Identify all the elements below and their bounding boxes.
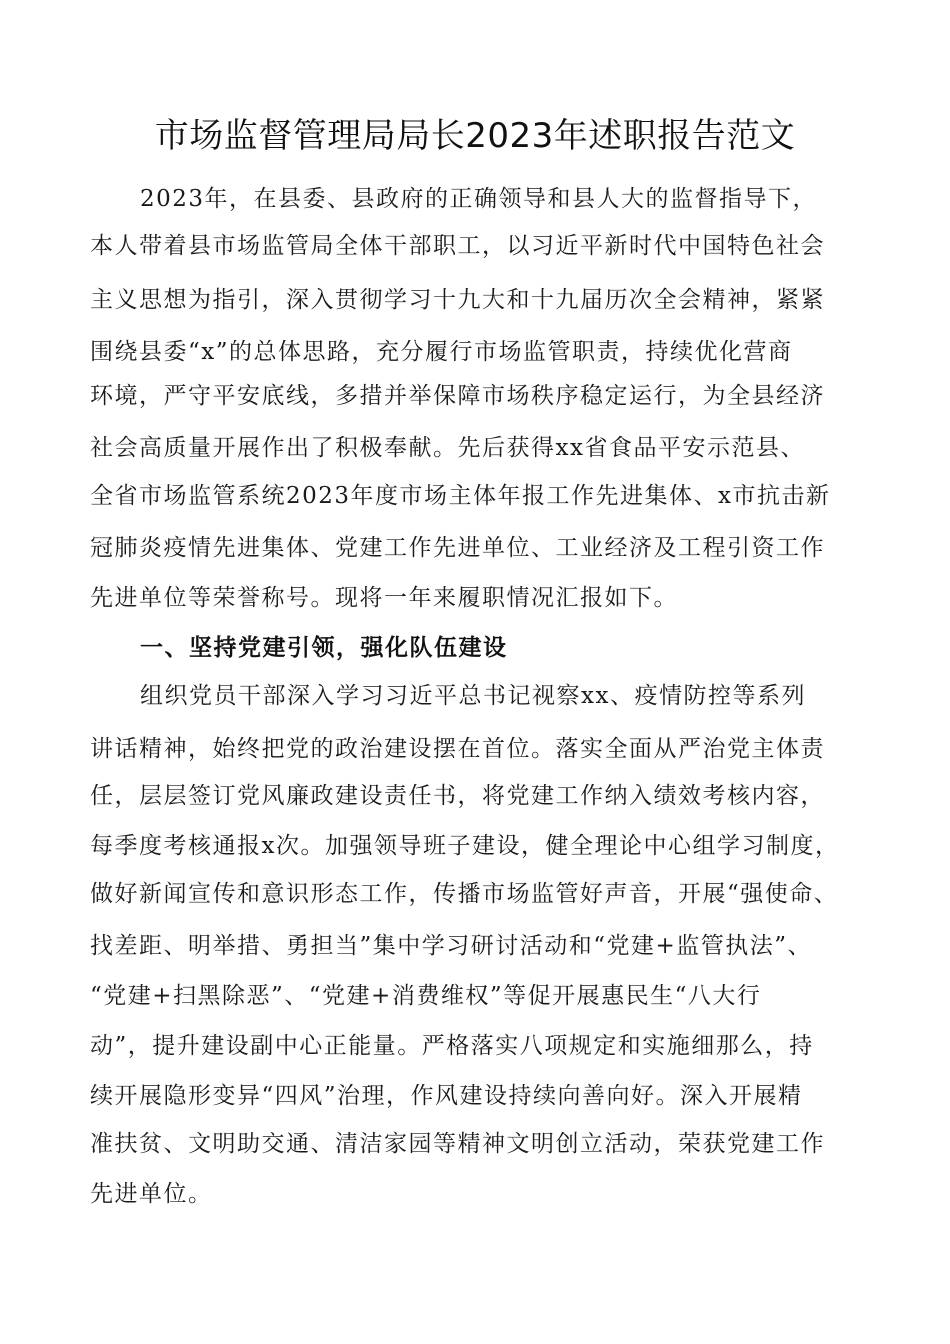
paragraph-line: 先进单位等荣誉称号。现将一年来履职情况汇报如下。	[90, 585, 678, 611]
paragraph-line: 组织党员干部深入学习习近平总书记视察xx、疫情防控等系列	[140, 683, 806, 709]
paragraph-line: “党建+扫黑除恶”、“党建+消费维权”等促开展惠民生“八大行	[90, 983, 762, 1009]
paragraph-line: 本人带着县市场监管局全体干部职工，以习近平新时代中国特色社会	[90, 233, 825, 259]
paragraph-line: 做好新闻宣传和意识形态工作，传播市场监管好声音，开展“强使命、	[90, 881, 839, 907]
section-heading: 一、坚持党建引领，强化队伍建设	[140, 635, 508, 661]
paragraph-line: 任，层层签订党风廉政建设责任书，将党建工作纳入绩效考核内容，	[90, 783, 825, 809]
paragraph-line: 环境，严守平安底线，多措并举保障市场秩序稳定运行，为全县经济	[90, 383, 825, 409]
paragraph-line: 2023年，在县委、县政府的正确领导和县人大的监督指导下，	[140, 186, 818, 212]
paragraph-line: 动”，提升建设副中心正能量。严格落实八项规定和实施细那么，持	[90, 1033, 814, 1059]
paragraph-line: 主义思想为指引，深入贯彻学习十九大和十九届历次全会精神，紧紧	[90, 287, 825, 313]
paragraph-line: 先进单位。	[90, 1181, 213, 1207]
paragraph-line: 讲话精神，始终把党的政治建设摆在首位。落实全面从严治党主体责	[90, 736, 825, 762]
paragraph-line: 准扶贫、文明助交通、清洁家园等精神文明创立活动，荣获党建工作	[90, 1131, 825, 1157]
paragraph-line: 围绕县委“x”的总体思路，充分履行市场监管职责，持续优化营商	[90, 339, 793, 365]
paragraph-line: 每季度考核通报x次。加强领导班子建设，健全理论中心组学习制度，	[90, 833, 840, 859]
paragraph-line: 社会高质量开展作出了积极奉献。先后获得xx省食品平安示范县、	[90, 435, 805, 461]
document-title: 市场监督管理局局长2023年述职报告范文	[154, 116, 796, 156]
paragraph-line: 续开展隐形变异“四风”治理，作风建设持续向善向好。深入开展精	[90, 1083, 803, 1109]
paragraph-line: 冠肺炎疫情先进集体、党建工作先进单位、工业经济及工程引资工作	[90, 535, 825, 561]
paragraph-line: 找差距、明举措、勇担当”集中学习研讨活动和“党建+监管执法”、	[90, 933, 813, 959]
paragraph-line: 全省市场监管系统2023年度市场主体年报工作先进集体、x市抗击新	[90, 483, 831, 509]
